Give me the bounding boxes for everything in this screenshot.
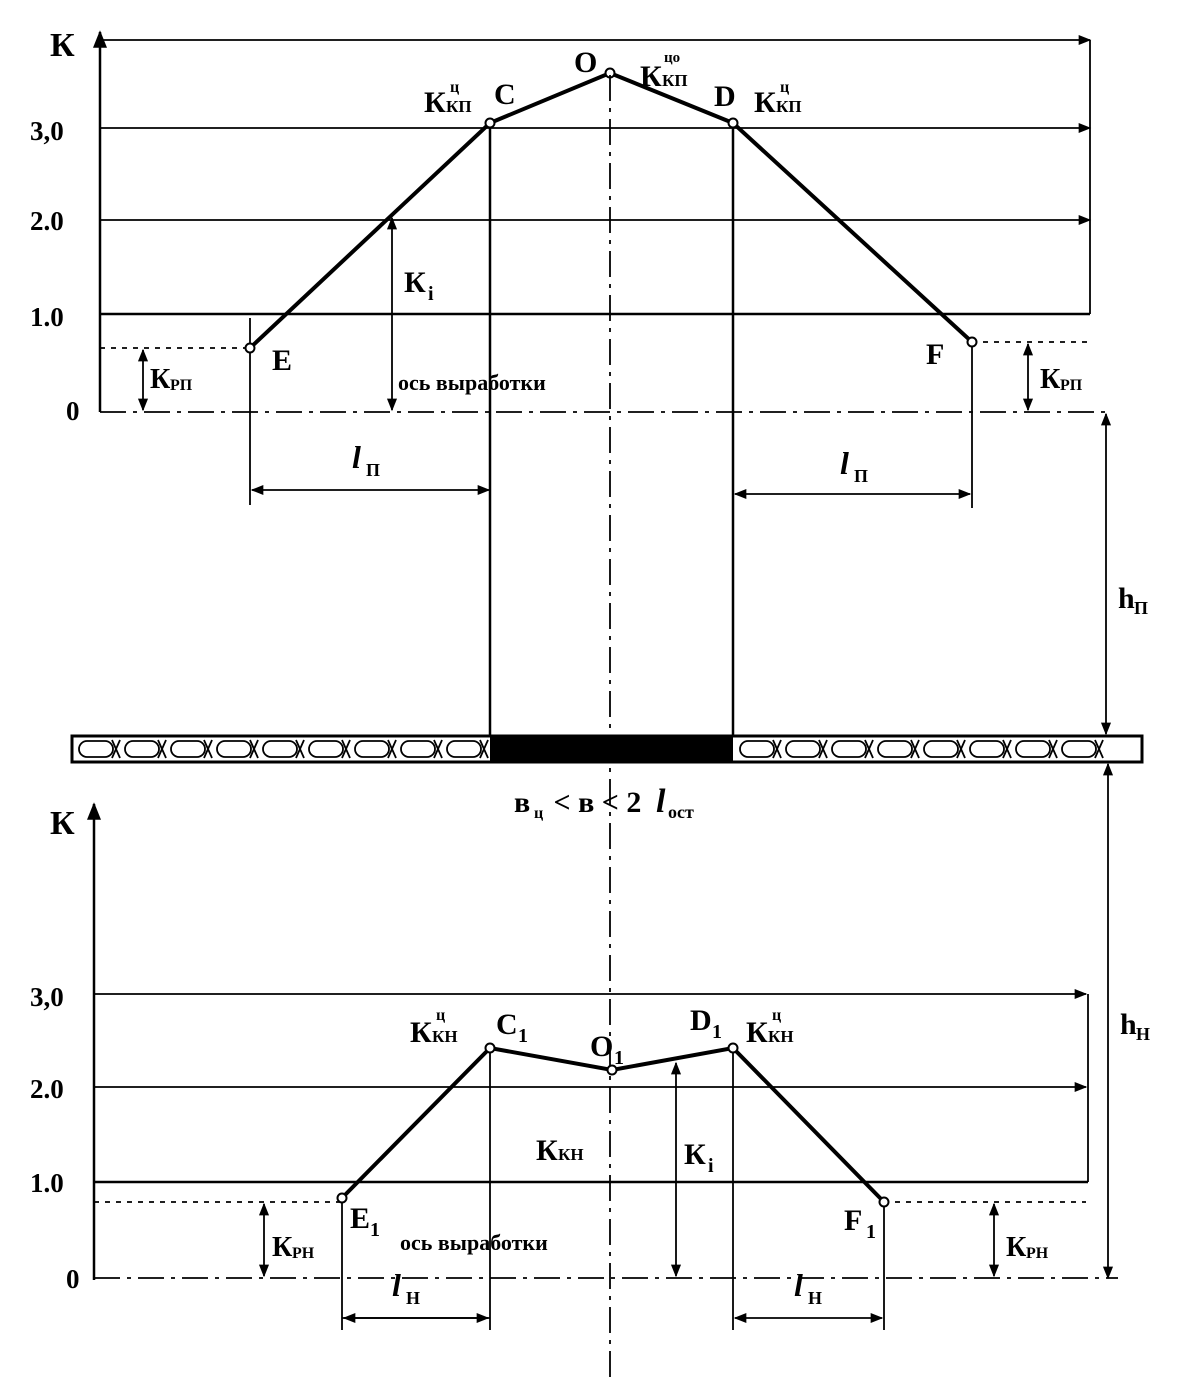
point-e (246, 344, 255, 353)
upper-tick-2: 2.0 (30, 206, 64, 236)
svg-text:П: П (366, 460, 381, 480)
label-l-p-right (840, 445, 868, 486)
svg-text:К: К (424, 86, 446, 119)
svg-text:КН: КН (558, 1145, 584, 1164)
label-o1 (590, 1030, 624, 1069)
svg-text:РН: РН (292, 1245, 315, 1262)
svg-text:l: l (352, 439, 361, 475)
svg-text:К: К (404, 266, 426, 299)
svg-text:в: в (514, 786, 531, 819)
svg-text:i: i (428, 283, 434, 305)
svg-text:КП: КП (446, 97, 472, 116)
svg-text:К: К (536, 1134, 558, 1167)
point-f1 (880, 1198, 889, 1207)
svg-text:1: 1 (614, 1047, 624, 1069)
svg-text:1: 1 (866, 1221, 876, 1243)
label-d1 (690, 1004, 722, 1043)
svg-text:РП: РП (170, 377, 193, 394)
label-h-n (1120, 1008, 1150, 1044)
svg-text:КП: КП (662, 71, 688, 90)
svg-text:l: l (794, 1267, 803, 1303)
svg-text:РП: РП (1060, 377, 1083, 394)
upper-pressure-profile (250, 73, 972, 348)
lower-diagram (30, 804, 1118, 1330)
svg-text:ц: ц (450, 79, 460, 96)
svg-text:ц: ц (436, 1007, 446, 1024)
svg-text:ц: ц (780, 79, 790, 96)
lower-axis-label: К (50, 805, 75, 842)
point-e1 (338, 1194, 347, 1203)
lower-tick-1: 1.0 (30, 1168, 64, 1198)
svg-text:К: К (754, 86, 776, 119)
point-d (729, 119, 738, 128)
svg-text:цо: цо (664, 50, 681, 66)
lower-tick-3: 3,0 (30, 982, 64, 1012)
coal-seam (72, 736, 1142, 762)
label-k-rp-right (1040, 364, 1083, 395)
svg-text:O: O (590, 1030, 614, 1063)
svg-text:К: К (150, 364, 171, 395)
svg-text:К: К (272, 1232, 293, 1263)
svg-text:К: К (1040, 364, 1061, 395)
point-f (968, 338, 977, 347)
point-c (486, 119, 495, 128)
svg-text:КН: КН (768, 1027, 794, 1046)
label-k-kn-d (746, 1007, 794, 1049)
svg-text:l: l (392, 1267, 401, 1303)
svg-text:h: h (1120, 1008, 1137, 1041)
upper-tick-1: 1.0 (30, 302, 64, 332)
upper-axis-label: К (50, 27, 75, 64)
svg-text:ц: ц (772, 1007, 782, 1024)
svg-text:П: П (854, 466, 869, 486)
label-k-rp-left (150, 364, 193, 395)
label-l-n-right (794, 1267, 822, 1308)
svg-text:D: D (690, 1004, 712, 1037)
svg-text:К: К (684, 1138, 706, 1171)
svg-text:ц: ц (534, 805, 544, 822)
label-c: C (494, 78, 516, 111)
lower-mining-axis-label: ось выработки (400, 1230, 548, 1255)
svg-text:1: 1 (518, 1025, 528, 1047)
svg-text:Н: Н (406, 1288, 421, 1308)
label-k-kp-d (754, 79, 802, 119)
label-f: F (926, 338, 945, 371)
label-c1 (496, 1008, 528, 1047)
label-l-n-left (392, 1267, 420, 1308)
label-k-kp-o (640, 50, 688, 93)
upper-tick-0: 0 (66, 396, 80, 426)
label-k-kp-c (424, 79, 472, 119)
svg-text:l: l (656, 783, 666, 820)
label-o: O (574, 46, 598, 79)
label-e1 (350, 1202, 380, 1241)
label-k-rn-left (272, 1232, 315, 1263)
seam-mined-zone (490, 736, 733, 762)
label-h-p (1118, 582, 1148, 618)
label-d: D (714, 80, 736, 113)
svg-text:КН: КН (432, 1027, 458, 1046)
svg-text:КП: КП (776, 97, 802, 116)
svg-text:ост: ост (668, 802, 694, 822)
svg-text:К: К (746, 1016, 768, 1049)
svg-text:E: E (350, 1202, 371, 1235)
lower-tick-0: 0 (66, 1264, 80, 1294)
label-k-kn-center (536, 1134, 584, 1167)
label-k-kn-c (410, 1007, 458, 1049)
label-k-i-upper (404, 266, 434, 305)
svg-text:< в < 2: < в < 2 (546, 786, 642, 819)
upper-tick-3: 3,0 (30, 116, 64, 146)
label-k-rn-right (1006, 1232, 1049, 1263)
lower-tick-2: 2.0 (30, 1074, 64, 1104)
seam-condition-label (514, 783, 694, 822)
svg-text:h: h (1118, 582, 1135, 615)
svg-text:Н: Н (1136, 1024, 1151, 1044)
svg-text:Н: Н (808, 1288, 823, 1308)
point-d1 (729, 1044, 738, 1053)
label-l-p-left (352, 439, 380, 480)
label-e: E (272, 344, 293, 377)
svg-text:i: i (708, 1155, 714, 1177)
svg-text:К: К (640, 60, 662, 93)
point-c1 (486, 1044, 495, 1053)
svg-text:1: 1 (712, 1021, 722, 1043)
upper-mining-axis-label: ось выработки (398, 370, 546, 395)
svg-text:C: C (496, 1008, 518, 1041)
label-f1 (844, 1204, 876, 1243)
svg-text:l: l (840, 445, 849, 481)
upper-diagram (30, 27, 1112, 736)
svg-text:1: 1 (370, 1219, 380, 1241)
svg-text:F: F (844, 1204, 863, 1237)
svg-text:РН: РН (1026, 1245, 1049, 1262)
svg-text:К: К (410, 1016, 432, 1049)
label-k-i-lower (684, 1138, 714, 1177)
svg-text:К: К (1006, 1232, 1027, 1263)
svg-text:П: П (1134, 598, 1149, 618)
